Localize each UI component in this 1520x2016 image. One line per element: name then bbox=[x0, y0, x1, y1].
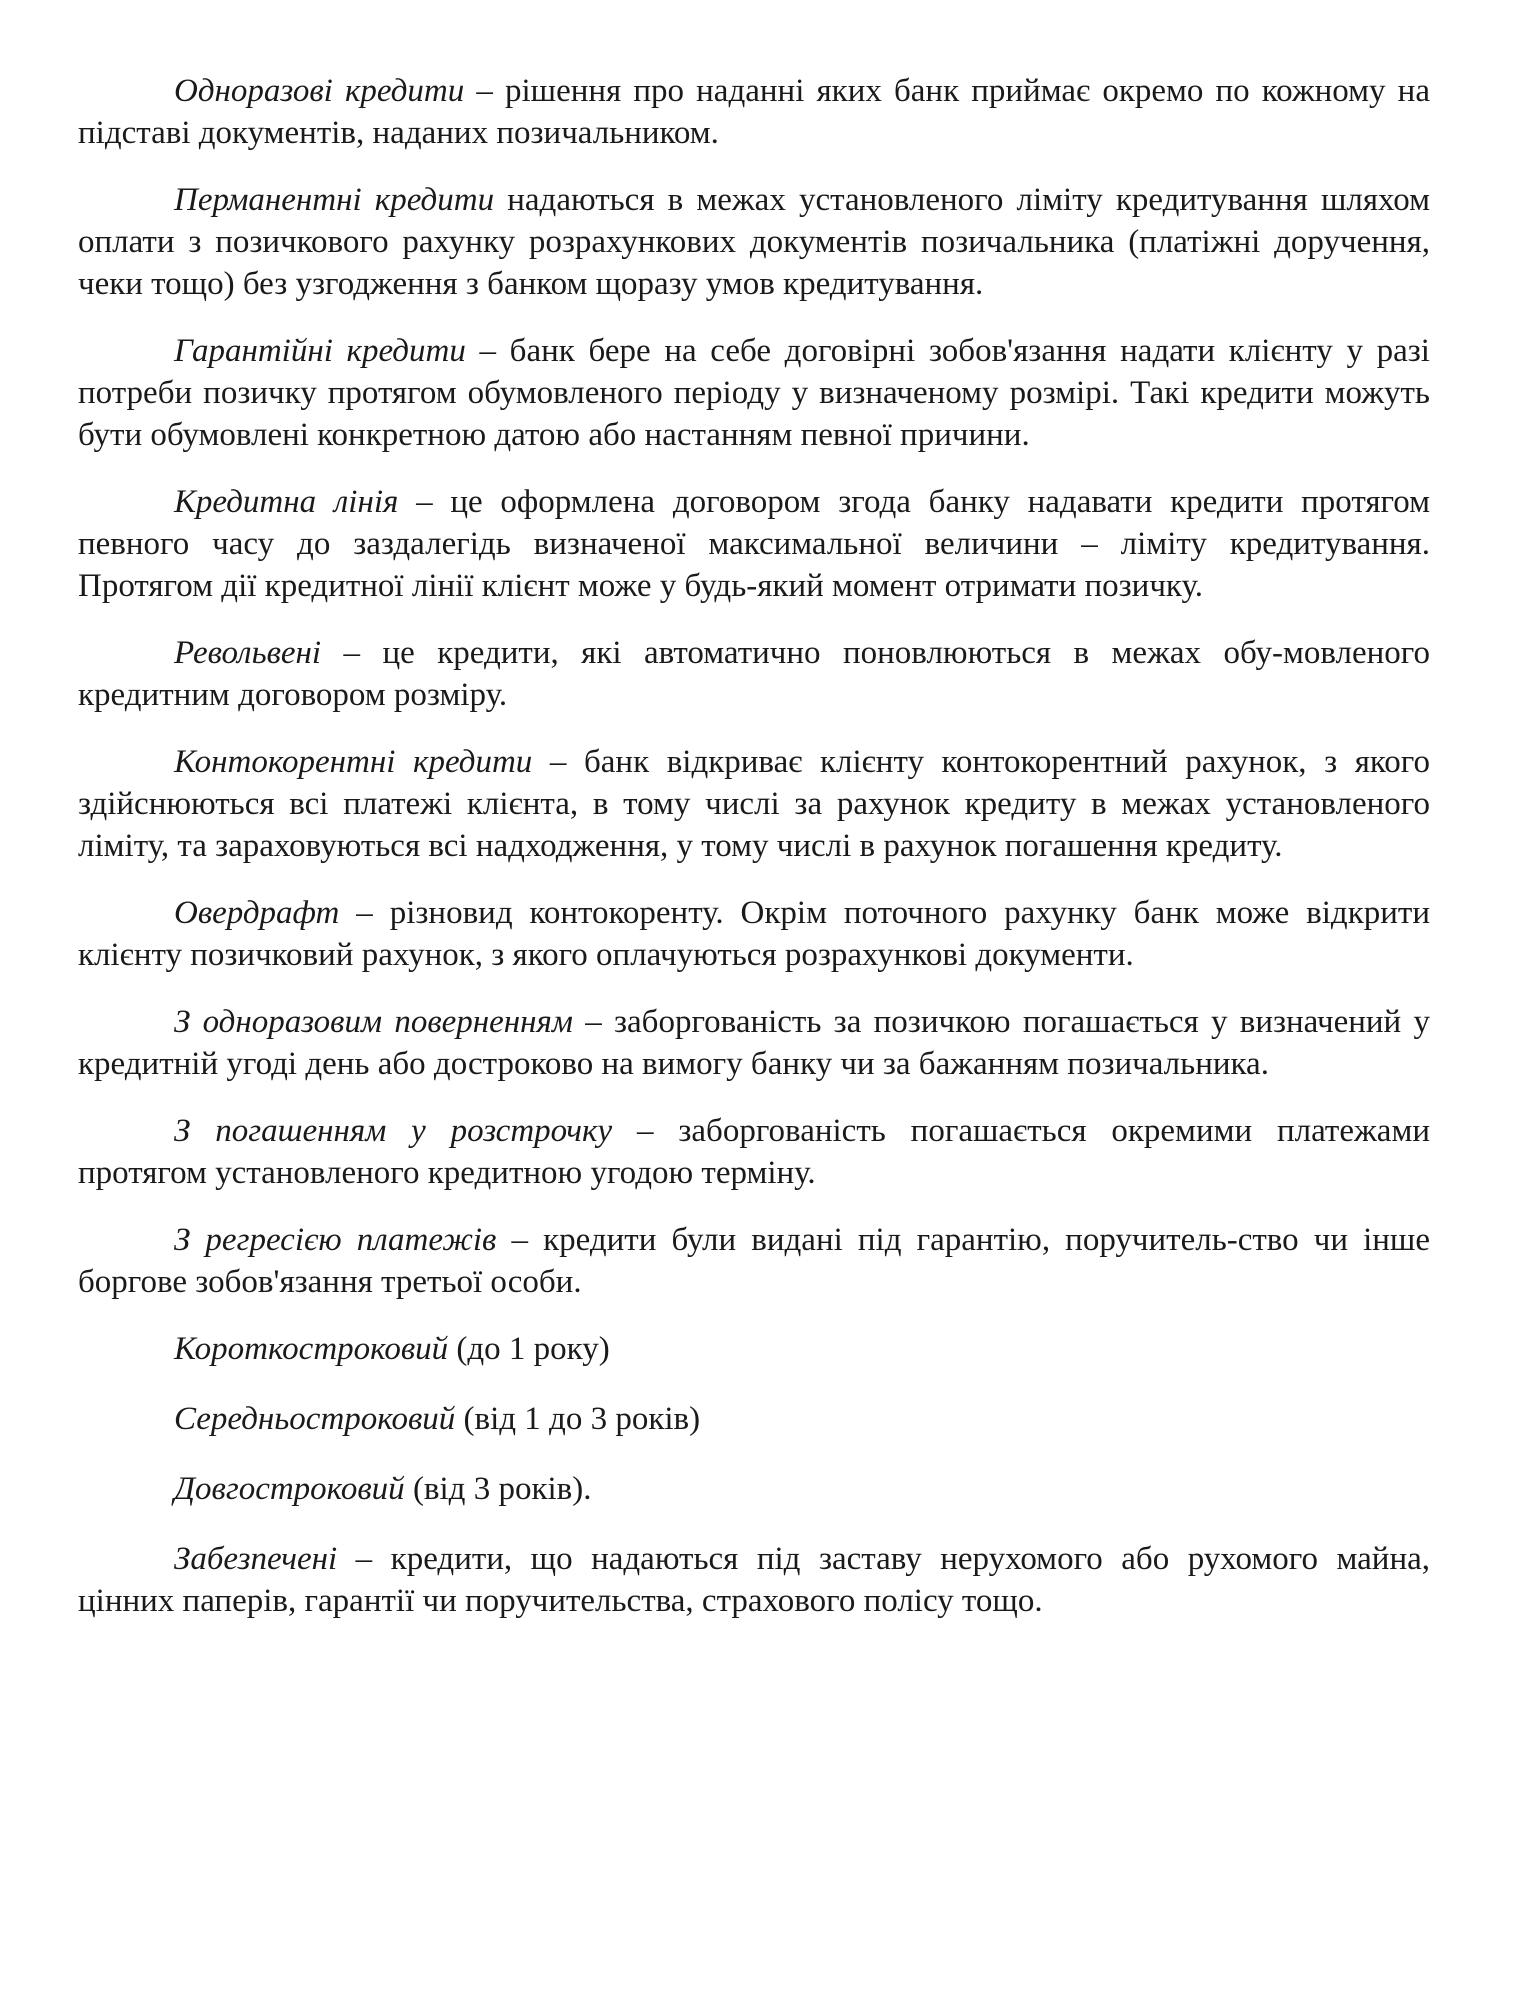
term: Револьвені bbox=[174, 635, 322, 671]
term: Контокорентні кредити bbox=[174, 744, 533, 780]
definition: – це оформлена договором згода банку надавати кредити протягом певного часу до заздалегідь визначеної максимальної величини – ліміту кредитування. Протягом дії кредитної лінії клієнт може у будь-який момент отримати позичку. bbox=[78, 484, 1430, 604]
term: З регресією платежів bbox=[174, 1222, 497, 1258]
term: Короткостроковий bbox=[174, 1331, 449, 1367]
term: Забезпечені bbox=[174, 1541, 338, 1577]
paragraph-medium-term bbox=[78, 1398, 1430, 1440]
term: З погашенням у розстрочку bbox=[174, 1113, 613, 1149]
paragraph-overdraft bbox=[78, 892, 1430, 976]
definition: надаються в межах установленого ліміту кредитування шляхом оплати з позичкового рахунку розрахункових документів позичальника (платіжні доручення, чеки тощо) без узгодження з банком щоразу умов кредитування. bbox=[78, 182, 1430, 302]
definition: – рішення про наданні яких банк приймає окремо по кожному на підставі документів, наданих позичальником. bbox=[78, 73, 1430, 151]
definition: – кредити, що надаються під заставу нерухомого або рухомого майна, цінних паперів, гарантії чи поручительства, страхового полісу тощо. bbox=[78, 1541, 1430, 1619]
definition: (від 3 років). bbox=[404, 1471, 592, 1507]
term: Овердрафт bbox=[174, 895, 340, 931]
definition: – це кредити, які автоматично поновлюються в межах обу-мовленого кредитним договором розміру. bbox=[78, 635, 1430, 713]
document-page bbox=[78, 70, 1430, 1647]
paragraph-guarantee-credits bbox=[78, 330, 1430, 456]
definition: (від 1 до 3 років) bbox=[455, 1401, 701, 1437]
definition: – банк бере на себе договірні зобов'язання надати клієнту у разі потреби позичку протягом обумовленого періоду у визначеному розмірі. Такі кредити можуть бути обумовлені конкретною датою або настанням певної причини. bbox=[78, 333, 1430, 453]
paragraph-credit-line bbox=[78, 481, 1430, 607]
term: З одноразовим поверненням bbox=[174, 1004, 573, 1040]
term: Довгостроковий bbox=[174, 1471, 405, 1507]
definition: – різновид контокоренту. Окрім поточного рахунку банк може відкрити клієнту позичковий рахунок, з якого оплачуються розрахункові документи. bbox=[78, 895, 1430, 973]
definition: – банк відкриває клієнту контокорентний рахунок, з якого здійснюються всі платежі клієнта, в тому числі за рахунок кредиту в межах установленого ліміту, та зараховуються всі надходження, у тому числі в рахунок погашення кредиту. bbox=[78, 744, 1430, 864]
definition: – заборгованість за позичкою погашається у визначений у кредитній угоді день або достроково на вимогу банку чи за бажанням позичальника. bbox=[78, 1004, 1430, 1082]
term: Одноразові кредити bbox=[174, 73, 465, 109]
definition: – заборгованість погашається окремими платежами протягом установленого кредитною угодою терміну. bbox=[78, 1113, 1430, 1191]
paragraph-single-repayment bbox=[78, 1001, 1430, 1085]
paragraph-contocurrent-credits bbox=[78, 741, 1430, 867]
definition: – кредити були видані під гарантію, поручитель-ство чи інше боргове зобов'язання третьої особи. bbox=[78, 1222, 1430, 1300]
paragraph-one-time-credits bbox=[78, 70, 1430, 154]
paragraph-secured-credits bbox=[78, 1538, 1430, 1622]
paragraph-revolving-credits bbox=[78, 632, 1430, 716]
paragraph-short-term bbox=[78, 1328, 1430, 1370]
definition: (до 1 року) bbox=[448, 1331, 610, 1367]
term: Перманентні кредити bbox=[174, 182, 495, 218]
paragraph-long-term bbox=[78, 1468, 1430, 1510]
paragraph-installment-repayment bbox=[78, 1110, 1430, 1194]
term: Гарантійні кредити bbox=[174, 333, 466, 369]
paragraph-permanent-credits bbox=[78, 179, 1430, 305]
term: Середньостроковий bbox=[174, 1401, 456, 1437]
term: Кредитна лінія bbox=[174, 484, 399, 520]
paragraph-payment-recourse bbox=[78, 1219, 1430, 1303]
